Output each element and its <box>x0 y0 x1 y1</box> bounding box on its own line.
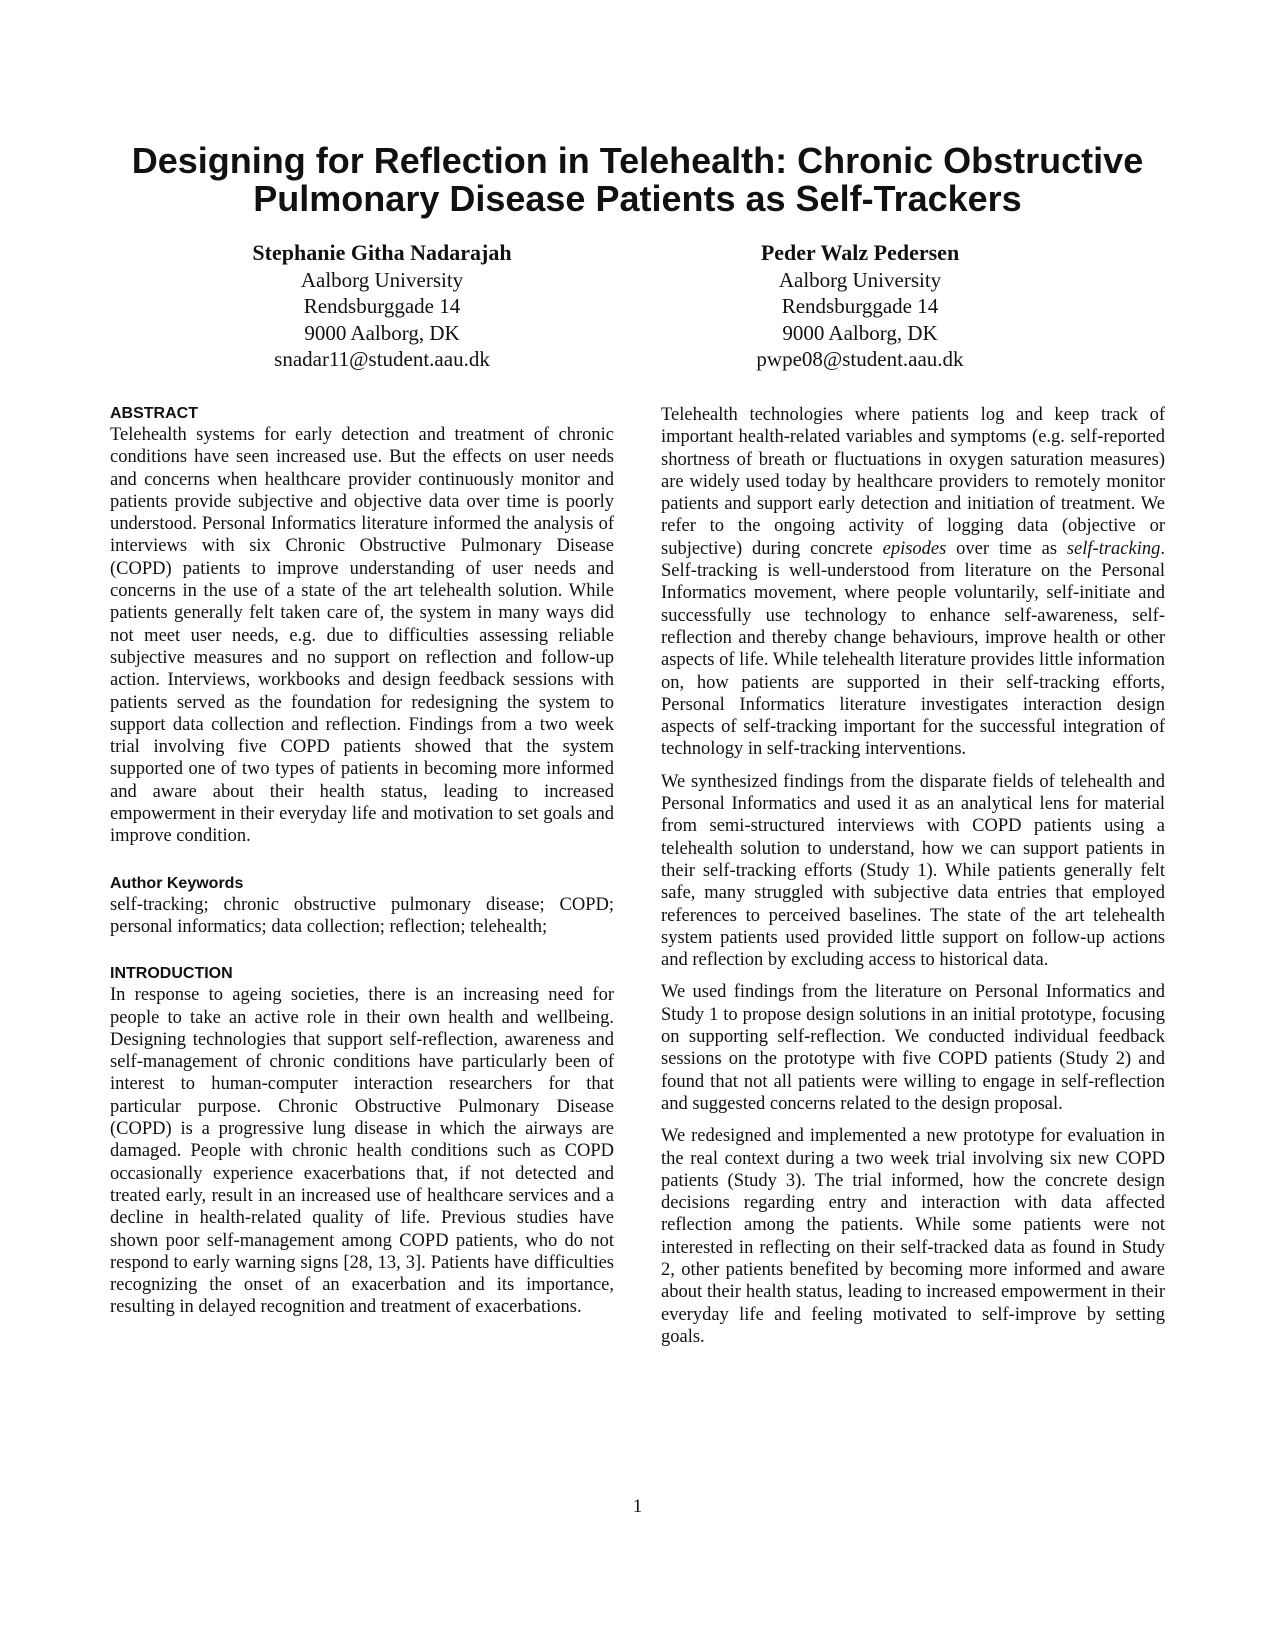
paper-title <box>0 142 1275 218</box>
introduction-heading: INTRODUCTION <box>110 965 233 983</box>
author-city: 9000 Aalborg, DK <box>782 320 938 345</box>
introduction-paragraph-5: We redesigned and implemented a new prototype for evaluation in the real context during a two week trial involving six new COPD patients (Study 3). The trial informed, how the concrete design decisions regarding entry and interaction with data affected reflection among the patients. While some patients were not interested in reflecting on their self-tracked data as found in Study 2, other patients benefited by becoming more informed and aware about their health status, leading to increased empowerment in their everyday life and feeling motivated to self-improve by setting goals. <box>661 1126 1165 1347</box>
title-line-1: Designing for Reflection in Telehealth: Chronic Obstructive <box>131 140 1144 181</box>
introduction-paragraph-3: We synthesized findings from the disparate fields of telehealth and Personal Informatics and used it as an analytical lens for material from semi-structured interviews with COPD patients using a telehealth solution to understand, how we can support patients in their self-tracking efforts (Study 1). While patients generally felt safe, many struggled with subjective data entries that employed references to perceived baselines. The state of the art telehealth system patients used provided little support on follow-up actions and reflection by excluding access to historical data. <box>661 771 1165 971</box>
introduction-paragraph-1: In response to ageing societies, there is an increasing need for people to take an active role in their own health and wellbeing. Designing technologies that support self-reflection, awareness and self-management of chronic conditions have particularly been of interest to human-computer interaction researchers for that particular purpose. Chronic Obstructive Pulmonary Disease (COPD) is a progressive lung disease in which the airways are damaged. People with chronic health conditions such as COPD occasionally experience exacerbations that, if not detected and treated early, result in an increased use of healthcare services and a decline in health-related quality of life. Previous studies have shown poor self-management among COPD patients, who do not respond to early warning signs [28, 13, 3]. Patients have difficulties recognizing the onset of an exacerbation and its importance, resulting in delayed recognition and treatment of exacerbations. <box>110 985 614 1318</box>
author-street: Rendsburggade 14 <box>303 294 461 318</box>
author-name: Peder Walz Pedersen <box>760 240 960 265</box>
paragraph-2-text-b: over time as <box>946 538 1067 559</box>
paragraph-2-text-a: Telehealth technologies where patients log and keep track of important health-related variables and symptoms (e.g. self-reported shortness of breath or fluctuations in oxygen saturation measures) are widely used today by healthcare providers to remotely monitor patients and support early detection and initiation of treatment. We refer to the ongoing activity of logging data (objective or subjective) during concrete <box>661 405 1165 559</box>
emphasis-self-tracking: self-tracking <box>1066 538 1161 559</box>
author-affiliation: Aalborg University <box>778 267 942 292</box>
author-city: 9000 Aalborg, DK <box>304 320 460 345</box>
author-email: pwpe08@student.aau.dk <box>756 347 964 371</box>
title-line-2: Pulmonary Disease Patients as Self-Trackers <box>253 178 1022 219</box>
author-name: Stephanie Githa Nadarajah <box>252 240 512 265</box>
author-street: Rendsburggade 14 <box>781 294 939 318</box>
author-email: snadar11@student.aau.dk <box>274 347 490 371</box>
author-block-1 <box>172 240 592 373</box>
introduction-paragraph-4: We used findings from the literature on Personal Informatics and Study 1 to propose design solutions in an initial prototype, focusing on supporting self-reflection. We conducted individual feedback sessions on the prototype with five COPD patients (Study 2) and found that not all patients were willing to engage in self-reflection and suggested concerns related to the design proposal. <box>661 982 1165 1114</box>
right-column <box>661 404 1165 1348</box>
left-column <box>110 404 614 1319</box>
paragraph-2-text-c: . Self-tracking is well-understood from literature on the Personal Informatics movement, where people voluntarily, self-initiate and successfully use technology to enhance self-awareness, self-reflection and thereby change behaviours, improve health or other aspects of life. While telehealth literature provides little information on, how patients are supported in their self-tracking efforts, Personal Informatics literature investigates interaction design aspects of self-tracking important for the successful integration of technology in self-tracking interventions. <box>661 538 1165 760</box>
emphasis-episodes: episodes <box>882 538 947 559</box>
author-block-2 <box>650 240 1070 373</box>
keywords-heading: Author Keywords <box>110 874 244 892</box>
abstract-text: Telehealth systems for early detection and treatment of chronic conditions have seen increased use. But the effects on user needs and concerns when healthcare provider continuously monitor and patients provide subjective and objective data over time is poorly understood. Personal Informatics literature informed the analysis of interviews with six Chronic Obstructive Pulmonary Disease (COPD) patients to improve understanding of user needs and concerns in the use of a state of the art telehealth solution. While patients generally felt taken care of, the system in many ways did not meet user needs, e.g. due to difficulties assessing reliable subjective measures and no support on reflection and follow-up action. Interviews, workbooks and design feedback sessions with patients served as the foundation for redesigning the system to support data collection and reflection. Findings from a two week trial involving five COPD patients showed that the system supported one of two types of patients in becoming more informed and aware about their health status, leading to increased empowerment in their everyday life and motivation to set goals and improve condition. <box>110 425 614 847</box>
abstract-heading: ABSTRACT <box>110 405 198 422</box>
page-number: 1 <box>632 1496 643 1517</box>
keywords-text: self-tracking; chronic obstructive pulmonary disease; COPD; personal informatics; data collection; reflection; telehealth; <box>110 894 614 937</box>
introduction-paragraph-2 <box>661 404 1165 761</box>
author-affiliation: Aalborg University <box>300 267 464 292</box>
